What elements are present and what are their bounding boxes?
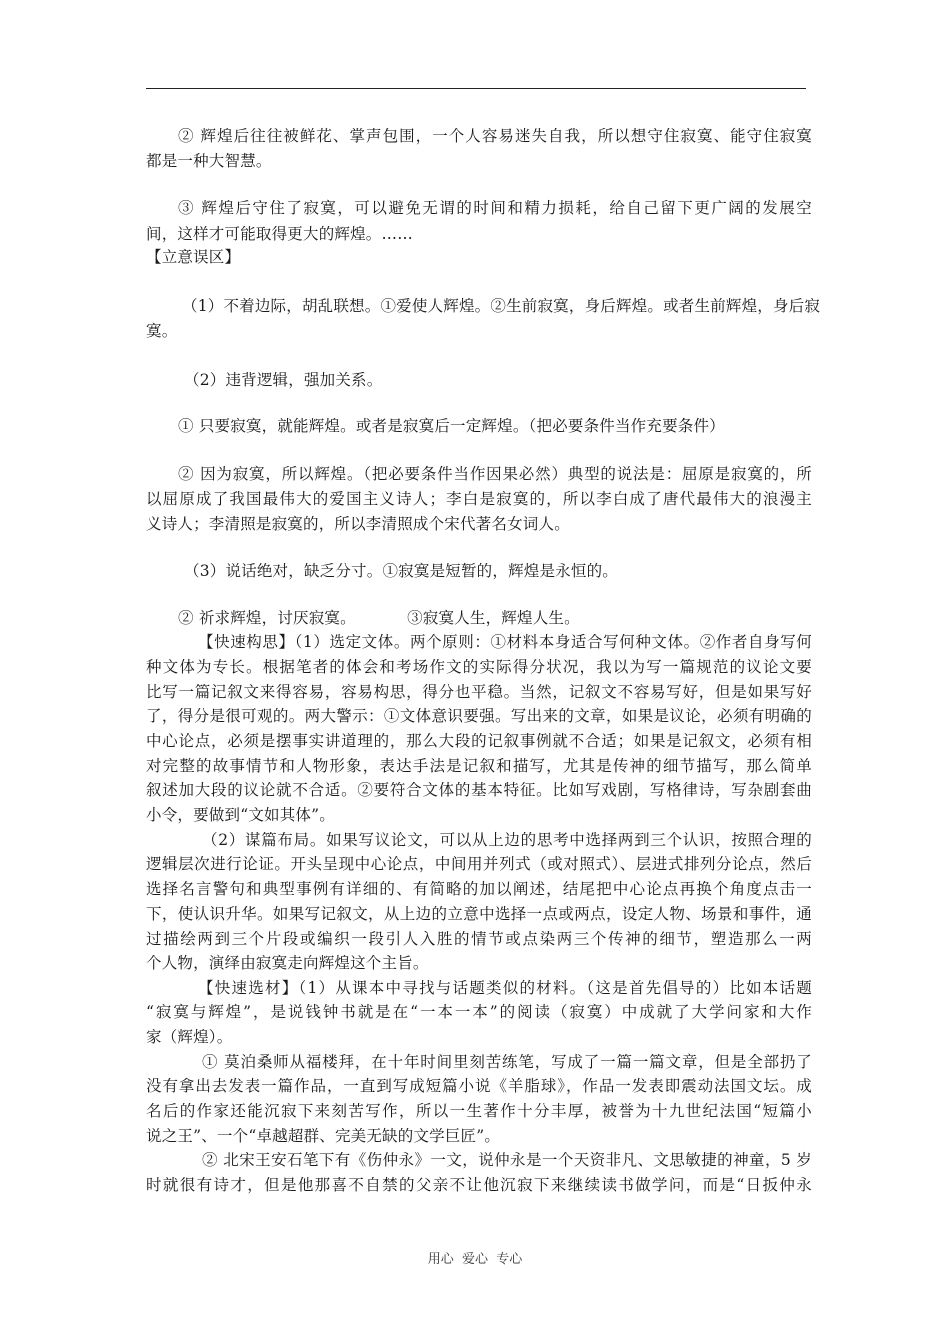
paragraph-line: 选择名言警句和典型事例有详细的、有简略的加以阐述，结尾把中心论点再换个角度点击一	[146, 880, 812, 898]
paragraph-line: ② 辉煌后往往被鲜花、掌声包围，一个人容易迷失自我，所以想守住寂寞、能守住寂寞	[178, 127, 812, 145]
paragraph-line: ② 祈求辉煌，讨厌寂寞。 ③寂寞人生，辉煌人生。	[178, 609, 580, 627]
paragraph-line: ② 因为寂寞，所以辉煌。（把必要条件当作因果必然）典型的说法是：屈原是寂寞的，所	[178, 465, 812, 483]
paragraph-line: （2）谋篇布局。如果写议论文，可以从上边的思考中选择两到三个认识，按照合理的	[202, 831, 812, 849]
paragraph-line: 【快速构思】（1）选定文体。两个原则：①材料本身适合写何种文体。②作者自身写何	[198, 633, 812, 651]
paragraph-line: （2）违背逻辑，强加关系。	[184, 371, 383, 389]
paragraph-line: ③ 辉煌后守住了寂寞，可以避免无谓的时间和精力损耗，给自己留下更广阔的发展空	[178, 199, 812, 217]
paragraph-line: 中心论点，必须是摆事实讲道理的，那么大段的记叙事例就不合适；如果是记叙文，必须有相	[146, 732, 812, 750]
header-rule	[146, 88, 806, 89]
paragraph-line: ① 只要寂寞，就能辉煌。或者是寂寞后一定辉煌。（把必要条件当作充要条件）	[178, 417, 725, 435]
paragraph-line: 说之王”、一个“卓越超群、完美无缺的文学巨匠”。	[146, 1127, 501, 1145]
paragraph-line: 间，这样才可能取得更大的辉煌。……	[146, 225, 413, 243]
paragraph-line: 种文体为专长。根据笔者的体会和考场作文的实际得分状况，我以为写一篇规范的议论文要	[146, 658, 812, 676]
section-heading: 【立意误区】	[146, 248, 241, 266]
paragraph-line: 叙述加大段的议论就不合适。②要符合文体的基本特征。比如写戏剧，写格律诗，写杂剧套曲	[146, 781, 812, 799]
paragraph-line: 对完整的故事情节和人物形象，表达手法是记叙和描写，尤其是传神的细节描写，那么简单	[146, 757, 812, 775]
paragraph-line: 家（辉煌）。	[146, 1028, 233, 1046]
paragraph-line: 寞。	[146, 322, 178, 340]
paragraph-line: 都是一种大智慧。	[146, 152, 272, 170]
paragraph-line: 过描绘两到三个片段或编织一段引人入胜的情节或点染两三个传神的细节，塑造那么一两	[146, 930, 812, 948]
paragraph-line: 没有拿出去发表一篇作品，一直到写成短篇小说《羊脂球》，作品一发表即震动法国文坛。成	[146, 1077, 812, 1095]
paragraph-line: ① 莫泊桑师从福楼拜，在十年时间里刻苦练笔，写成了一篇一篇文章，但是全部扔了	[202, 1053, 812, 1071]
paragraph-line: 义诗人；李清照是寂寞的，所以李清照成个宋代著名女词人。	[146, 515, 570, 533]
paragraph-line: 逻辑层次进行论证。开头呈现中心论点，中间用并列式（或对照式）、层进式排列分论点，然后	[146, 855, 812, 873]
paragraph-line: 下，使认识升华。如果写记叙文，从上边的立意中选择一点或两点，设定人物、场景和事件，通	[146, 905, 812, 923]
paragraph-line: （1）不着边际，胡乱联想。①爱使人辉煌。②生前寂寞，身后辉煌。或者生前辉煌，身后寂	[182, 297, 821, 315]
paragraph-line: 个人物，演绎由寂寞走向辉煌这个主旨。	[146, 954, 429, 972]
paragraph-line: 小令，要做到“文如其体”。	[146, 806, 335, 824]
paragraph-line: 【快速选材】（1）从课本中寻找与话题类似的材料。（这是首先倡导的）比如本话题	[198, 979, 812, 997]
paragraph-line: 时就很有诗才，但是他那喜不自禁的父亲不让他沉寂下来继续读书做学问，而是“日扳仲永	[146, 1176, 812, 1194]
paragraph-line: ② 北宋王安石笔下有《伤仲永》一文，说仲永是一个天资非凡、文思敏捷的神童，5 岁	[202, 1151, 812, 1169]
paragraph-line: 了，得分是很可观的。两大警示：①文体意识要强。写出来的文章，如果是议论，必须有明确的	[146, 707, 812, 725]
page-footer: 用心 爱心 专心	[427, 1252, 523, 1267]
paragraph-line: 以屈原成了我国最伟大的爱国主义诗人；李白是寂寞的，所以李白成了唐代最伟大的浪漫主	[146, 490, 812, 508]
paragraph-line: 比写一篇记叙文来得容易，容易构思，得分也平稳。当然，记叙文不容易写好，但是如果写好	[146, 683, 812, 701]
paragraph-line: 名后的作家还能沉寂下来刻苦写作，所以一生著作十分丰厚，被誉为十九世纪法国“短篇小	[146, 1102, 812, 1120]
paragraph-line: “寂寞与辉煌”，是说钱钟书就是在“一本一本”的阅读（寂寞）中成就了大学问家和大作	[146, 1003, 812, 1021]
paragraph-line: （3）说话绝对，缺乏分寸。①寂寞是短暂的，辉煌是永恒的。	[184, 562, 618, 580]
